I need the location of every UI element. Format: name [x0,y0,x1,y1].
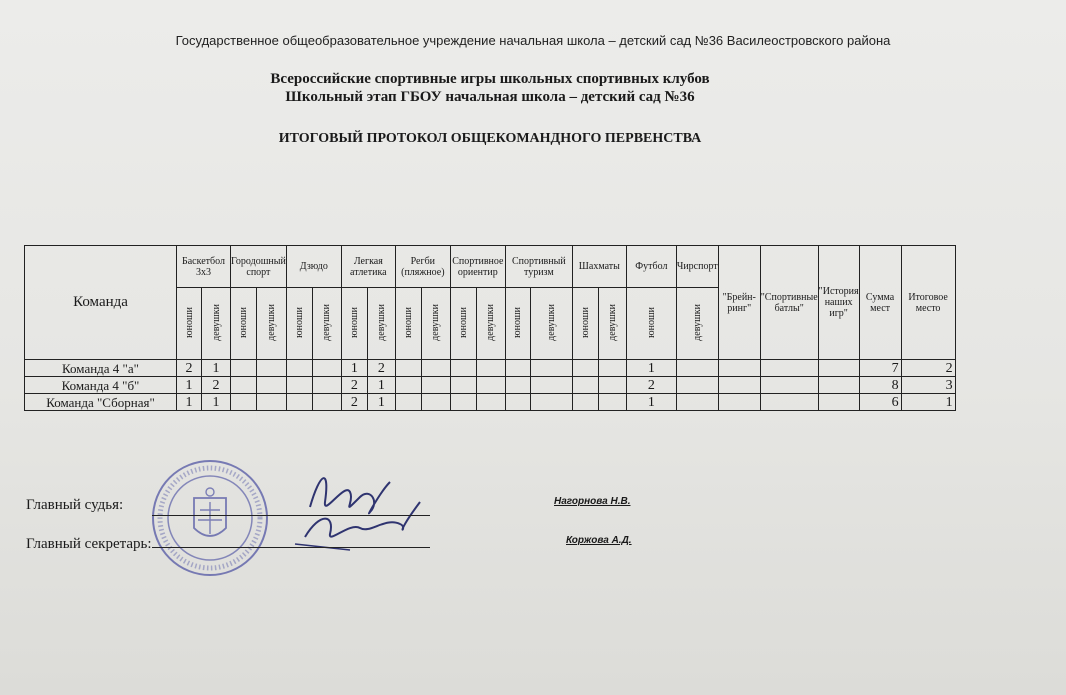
cell-value: 1 [202,394,231,411]
boys-subheader: юноши [626,288,676,360]
sport-header: Футбол [626,246,676,288]
boys-subheader: юноши [450,288,476,360]
judge-label: Главный судья: [26,497,124,513]
cell-value: 1 [177,394,202,411]
boys-subheader: юноши [572,288,598,360]
cell-value: 1 [626,394,676,411]
girls-subheader: девушки [598,288,626,360]
boys-subheader: юноши [505,288,530,360]
official-stamp [150,458,270,578]
place-value: 1 [901,394,955,411]
extra-header: "Спортивные батлы" [760,246,818,360]
girls-subheader: девушки [202,288,231,360]
girls-subheader: девушки [257,288,286,360]
extra-header: "История наших игр" [818,246,859,360]
cell-value: 1 [341,360,367,377]
sport-header: Городошный спорт [231,246,287,288]
table-row [25,377,956,394]
cell-value: 2 [202,377,231,394]
judge-name: Нагорнова Н.В. [554,496,631,507]
sport-header: Спортивное ориентир [450,246,505,288]
girls-subheader: девушки [367,288,395,360]
sport-header: Регби (пляжное) [395,246,450,288]
cell-value: 1 [367,394,395,411]
cell-value: 2 [626,377,676,394]
sport-header: Легкая атлетика [341,246,395,288]
sport-header: Шахматы [572,246,626,288]
table-row [25,394,956,411]
cell-value: 1 [202,360,231,377]
protocol-title: ИТОГОВЫЙ ПРОТОКОЛ ОБЩЕКОМАНДНОГО ПЕРВЕНСТВА [278,131,702,146]
sport-header: Чирспорт [676,246,718,288]
team-name: Команда 4 "б" [25,377,177,394]
event-stage: Школьный этап ГБОУ начальная школа – детский сад №36 [285,89,695,105]
sum-value: 6 [859,394,901,411]
cell-value: 2 [177,360,202,377]
school-name: Государственное общеобразовательное учреждение начальная школа – детский сад №36 Василеостровского района [175,33,891,48]
girls-subheader: девушки [530,288,572,360]
boys-subheader: юноши [177,288,202,360]
results-table [24,245,956,411]
secretary-label: Главный секретарь: [26,536,152,552]
cell-value: 2 [367,360,395,377]
cell-value: 1 [367,377,395,394]
event-title: Всероссийские спортивные игры школьных спортивных клубов [270,71,710,87]
place-value: 3 [901,377,955,394]
cell-value: 1 [626,360,676,377]
judge-signature-line [152,515,430,516]
boys-subheader: юноши [395,288,421,360]
signature-scribble [290,462,440,557]
boys-subheader: юноши [231,288,257,360]
team-name: Команда "Сборная" [25,394,177,411]
boys-subheader: юноши [286,288,312,360]
sum-value: 8 [859,377,901,394]
team-column-header: Команда [25,246,177,360]
extra-header: "Брейн-ринг" [718,246,760,360]
boys-subheader: юноши [341,288,367,360]
girls-subheader: девушки [476,288,505,360]
sport-header: Баскетбол 3х3 [177,246,231,288]
secretary-name: Коржова А.Д. [566,535,632,546]
extra-header: Итоговое место [901,246,955,360]
girls-subheader: девушки [421,288,450,360]
secretary-signature-line [152,547,430,548]
sum-value: 7 [859,360,901,377]
place-value: 2 [901,360,955,377]
sport-header: Дзюдо [286,246,341,288]
cell-value: 1 [177,377,202,394]
team-name: Команда 4 "а" [25,360,177,377]
girls-subheader: девушки [312,288,341,360]
cell-value: 2 [341,394,367,411]
table-row [25,360,956,377]
sport-header: Спортивный туризм [505,246,572,288]
extra-header: Сумма мест [859,246,901,360]
cell-value: 2 [341,377,367,394]
girls-subheader: девушки [676,288,718,360]
